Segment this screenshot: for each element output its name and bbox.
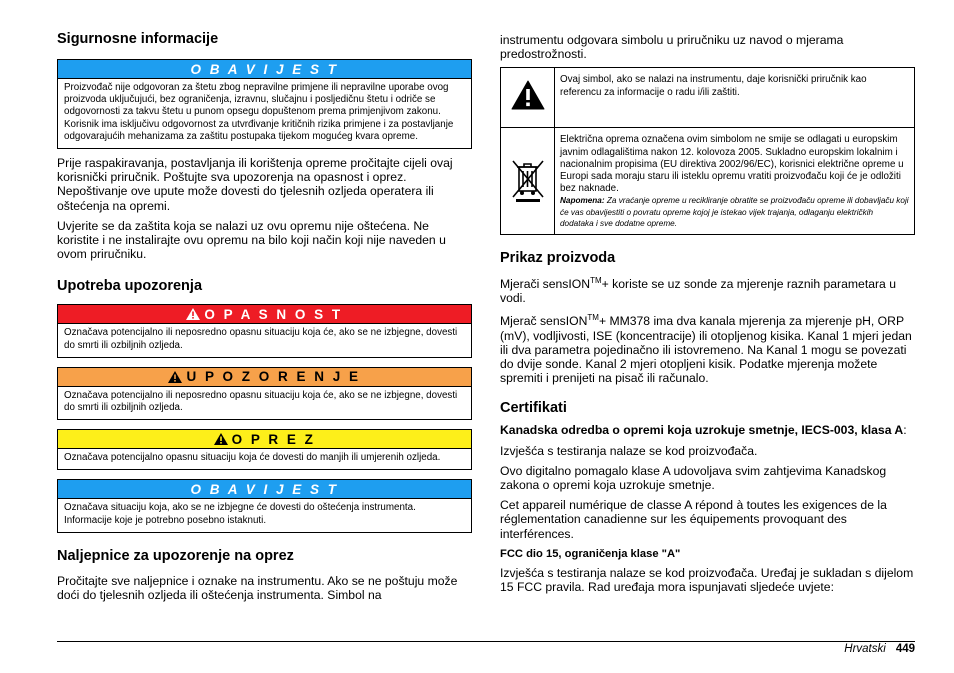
caution-title: O P R E Z xyxy=(231,431,316,447)
symbol-cell xyxy=(501,68,555,128)
disposal-text: Električna oprema označena ovim simbolom ne smije se odlagati u europskim javnim odlagalištima nakon 12. kolovoza 2005. Sukladno europskim lokalnim i nacionalnim propisima (EU direktiva 2002/96/EC), korisnici električne opreme u Europi sada moraju staru ili isteklu opremu vratiti proizvođaču koji će je odložiti bez naknade. xyxy=(560,134,904,195)
text-span: : xyxy=(903,423,907,438)
page-number: 449 xyxy=(895,643,915,655)
disposal-note xyxy=(560,195,909,230)
symbol-intro-paragraph: instrumentu odgovara simbolu u priručniku uz navod o mjerama predostrožnosti. xyxy=(500,33,844,62)
symbol-cell xyxy=(501,128,555,235)
trademark-sup: TM xyxy=(587,313,599,323)
right-column xyxy=(500,33,915,594)
symbol-description xyxy=(555,128,915,235)
cert-paragraph-3: Cet appareil numérique de classe A répond à toutes les exigences de la réglementation canadienne sur les équipements provoquant des interférences. xyxy=(500,498,887,541)
caution-text: Označava potencijalno opasnu situaciju koja će dovesti do manjih ili umjerenih ozljeda. xyxy=(64,452,441,464)
caution-header xyxy=(58,430,471,449)
warning-triangle-icon xyxy=(186,308,200,320)
text-span: + koriste se uz sonde za mjerenje raznih parametara u vodi. xyxy=(500,276,896,306)
cert-heading: Certifikati xyxy=(500,400,567,417)
footer-divider xyxy=(57,641,915,642)
table-row xyxy=(501,128,915,235)
intro-paragraph: Prije raspakiravanja, postavljanja ili korištenja opreme pročitajte cijeli ovaj korisnički priručnik. Poštujte sva upozorenja na opasnost i oprez. Nepoštivanje ove upute može dovesti do tjelesnih ozljeda operatera ili oštećenja na opremi. xyxy=(57,156,453,213)
hazard-heading: Upotreba upozorenja xyxy=(57,278,203,295)
danger-header xyxy=(58,305,471,324)
text-span: Mjerač sensION xyxy=(500,314,588,329)
warning-text: Označava potencijalno ili neposredno opasnu situaciju koja će, ako se ne izbjegne, dovesti do smrti ili ozbiljnih ozljeda. xyxy=(64,389,458,414)
notice-box-1 xyxy=(57,59,472,149)
notice-title: O B A V I J E S T xyxy=(58,480,471,499)
cert-paragraph-2: Ovo digitalno pomagalo klase A udovoljava svim zahtjevima Kanadskog zakona o opremi koja uzrokuje smetnje. xyxy=(500,463,887,492)
overview-paragraph-2 xyxy=(500,311,915,385)
note-text: Za vraćanje opreme u recikliranje obratite se proizvođaču opreme ili dobavljaču koji će vas obavijestiti o povratu opreme kojoj je istekao vijek trajanja, odlaganju električkih dodataka i sve dodatne opreme. xyxy=(560,196,909,229)
overview-paragraph-1 xyxy=(500,274,915,305)
labels-paragraph: Pročitajte sve naljepnice i oznake na instrumentu. Ako se ne poštuju može doći do tjelesnih ozljeda ili oštećenja instrumenta. Simbol na xyxy=(57,573,458,603)
notice-box-2 xyxy=(57,479,472,532)
cert-paragraph-1: Izvješća s testiranja nalaze se kod proizvođača. xyxy=(500,443,758,458)
danger-box xyxy=(57,304,472,357)
symbol-description: Ovaj simbol, ako se nalazi na instrumentu, daje korisnički priručnik kao referencu za informacije o radu i/ili zaštiti. xyxy=(555,68,915,128)
text-span: Mjerači sensION xyxy=(500,276,591,291)
labels-heading: Naljepnice za upozorenje na oprez xyxy=(57,547,294,564)
cert-subheading xyxy=(500,423,915,437)
notice-text: Označava situaciju koja, ako se ne izbjegne će dovesti do oštećenja instrumenta. Informacije koje je potrebno posebno istaknuti. xyxy=(64,502,416,526)
fcc-paragraph: Izvješća s testiranja nalaze se kod proizvođača. Uređaj je sukladan s dijelom 15 FCC pravila. Rad uređaja mora ispunjavati sljedeće uvjete: xyxy=(500,565,914,594)
table-row xyxy=(501,68,915,128)
crossed-bin-icon xyxy=(510,155,546,203)
trademark-sup: TM xyxy=(590,275,602,285)
left-column xyxy=(57,30,472,602)
cert-bold: Kanadska odredba o opremi koja uzrokuje smetnje, IECS-003, klasa A xyxy=(500,423,904,438)
warning-triangle-icon xyxy=(214,433,228,445)
overview-heading: Prikaz proizvoda xyxy=(500,249,616,266)
warning-triangle-icon xyxy=(168,371,182,383)
page-footer xyxy=(844,643,915,655)
footer-language: Hrvatski xyxy=(844,643,886,655)
warning-title: U P O Z O R E N J E xyxy=(186,369,361,385)
warning-triangle-icon xyxy=(511,80,545,110)
warning-box xyxy=(57,367,472,420)
notice-title: O B A V I J E S T xyxy=(58,60,471,79)
symbol-table xyxy=(500,67,915,235)
caution-box xyxy=(57,429,472,470)
text-span: + MM378 ima dva kanala mjerenja za mjerenje pH, ORP (mV), vodljivosti, ISE (koncentracije) ili otopljenog kisika. Kanal 1 mjeri jedan ili dva parametra pojedinačno ili istovremeno. Na Kanal 1 mogu se povezati do dvije sonde. Kanal 2 mjeri otopljeni kisik. Podatke mjerenja možete spremiti i prenijeti na pisač ili računalo. xyxy=(500,314,912,386)
danger-title: O P A S N O S T xyxy=(204,306,343,322)
notice-text: Proizvođač nije odgovoran za štetu zbog nepravilne primjene ili nepravilne uporabe ovog proizvoda uključujući, bez ograničenja, izravnu, slučajnu i posljedičnu štetu i odriče se odgovornosti za takvu štetu u punom opsegu dopuštenom prema primjenjivom zakonu. Korisnik ima isključivu odgovornost za utvrđivanje kritičnih rizika primjene i za postavljanje odgovarajućih mehanizama za zaštitu postupaka tijekom mogućeg kvara opreme. xyxy=(64,82,454,142)
warning-header xyxy=(58,368,471,387)
note-label: Napomena: xyxy=(560,196,605,206)
fcc-heading: FCC dio 15, ograničenja klase "A" xyxy=(500,547,681,560)
safety-heading: Sigurnosne informacije xyxy=(57,31,219,47)
danger-text: Označava potencijalno ili neposredno opasnu situaciju koja će, ako se ne izbjegne, dovesti do smrti ili ozbiljnih ozljeda. xyxy=(64,327,458,351)
protection-paragraph: Uvjerite se da zaštita koja se nalazi uz ovu opremu nije oštećena. Ne koristite i ne instalirajte ovu opremu na bilo koji način koji nije naveden u ovom priručniku. xyxy=(57,218,446,262)
